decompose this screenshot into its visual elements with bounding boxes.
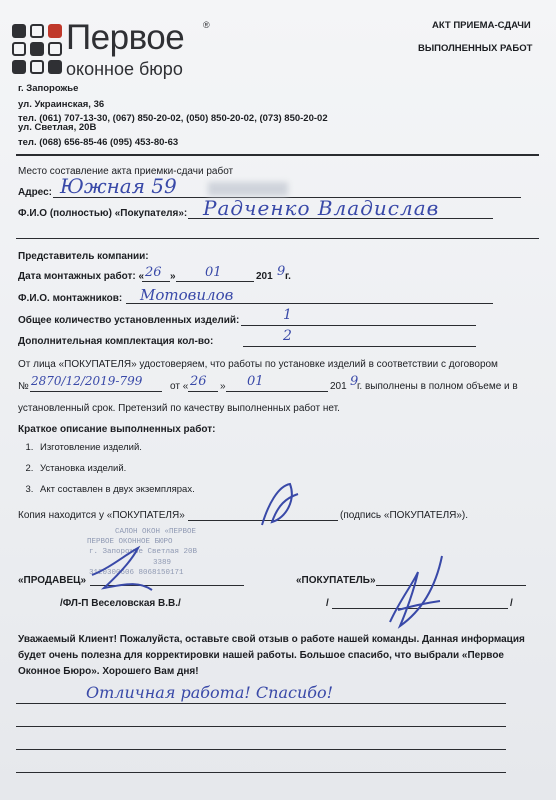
document-title-line1: АКТ ПРИЕМА-СДАЧИ	[432, 20, 531, 31]
brand-subtitle: оконное бюро	[66, 59, 183, 79]
contract-from-label: от «	[170, 381, 189, 392]
buyer-signature	[390, 556, 442, 626]
install-year-digit: 9	[277, 264, 286, 279]
buyer-slash-start: /	[326, 598, 329, 609]
total-items-handwritten: 1	[283, 307, 292, 323]
review-line-1	[16, 703, 506, 704]
contract-tail: г. выполнены в полном объеме и в	[357, 381, 518, 392]
company-stamp: САЛОН ОКОН «ПЕРВОЕ ПЕРВОЕ ОКОННОЕ БЮРО г. Запорожье Светлая 20В 3389 3120300606 8068150171	[87, 528, 198, 577]
buyer-label: «ПОКУПАТЕЛЬ»	[296, 575, 376, 586]
deadline-text: установленный срок. Претензий по качеству выполненных работ нет.	[18, 403, 340, 414]
extra-label: Дополнительная комплектация кол-во:	[18, 336, 214, 347]
review-line-4	[16, 772, 506, 773]
thanks-text-3: Оконное Бюро». Хорошего Вам дня!	[18, 666, 199, 677]
seller-label: «ПРОДАВЕЦ»	[18, 575, 87, 586]
address-handwritten: Южная 59	[60, 174, 177, 198]
install-month: 01	[205, 265, 222, 280]
install-year-suffix: г.	[285, 271, 291, 282]
install-year-prefix: 201	[256, 271, 273, 282]
buyer-slash-end: /	[510, 598, 513, 609]
customer-signature	[262, 484, 298, 525]
company-city: г. Запорожье	[18, 83, 79, 94]
contract-no-handwritten: 2870/12/2019-799	[31, 374, 143, 388]
company-phones-1: тел. (061) 707-13-30, (067) 850-20-02, (050) 850-20-02, (073) 850-20-02	[18, 113, 328, 124]
contract-day-quote: »	[220, 381, 226, 392]
customer-name-handwritten: Радченко Владислав	[203, 196, 440, 220]
review-line-3	[16, 749, 506, 750]
seller-name: /ФЛ-П Веселовская В.В./	[60, 598, 181, 609]
contract-month: 01	[247, 374, 264, 389]
total-items-label: Общее количество установленных изделий:	[18, 315, 240, 326]
company-address-1: ул. Украинская, 36	[18, 99, 105, 110]
install-day: 26	[145, 265, 162, 280]
certify-text: От лица «ПОКУПАТЕЛЯ» удостоверяем, что работы по установке изделий в соответствии с договором	[18, 359, 498, 370]
company-rep-label: Представитель компании:	[18, 251, 149, 262]
company-address-2: ул. Светлая, 20В	[18, 122, 97, 133]
contract-year-digit: 9	[350, 374, 359, 389]
registered-mark: ®	[203, 20, 210, 30]
place-label: Место составление акта приемки-сдачи работ	[18, 166, 234, 177]
address-label: Адрес:	[18, 187, 52, 198]
extra-handwritten: 2	[283, 328, 292, 344]
installers-handwritten: Мотовилов	[140, 286, 234, 304]
review-line-2	[16, 726, 506, 727]
brand-name: Первое	[66, 18, 185, 57]
thanks-text-1: Уважаемый Клиент! Пожалуйста, оставьте свой отзыв о работе нашей команды. Данная информация	[18, 634, 525, 645]
install-day-quote: »	[170, 271, 176, 282]
customer-name-label: Ф.И.О (полностью) «Покупателя»:	[18, 208, 188, 219]
document-title-line2: ВЫПОЛНЕННЫХ РАБОТ	[418, 43, 533, 54]
summary-label: Краткое описание выполненных работ:	[18, 424, 216, 435]
contract-year-prefix: 201	[330, 381, 347, 392]
copy-label: Копия находится у «ПОКУПАТЕЛЯ»	[18, 510, 185, 521]
copy-sign-label: (подпись «ПОКУПАТЕЛЯ»).	[340, 510, 469, 521]
installers-label: Ф.И.О. монтажников:	[18, 293, 123, 304]
list-item: 3. Акт составлен в двух экземплярах.	[36, 484, 195, 505]
review-handwritten: Отличная работа! Спасибо!	[86, 683, 334, 702]
company-phones-2: тел. (068) 656-85-46 (095) 453-80-63	[18, 137, 179, 148]
thanks-text-2: будет очень полезна для корректировки нашей работы. Большое спасибо, что выбрали «Первое	[18, 650, 504, 661]
contract-day: 26	[190, 374, 207, 389]
list-item: 1. Изготовление изделий.	[36, 442, 195, 463]
install-date-label: Дата монтажных работ: «	[18, 271, 145, 282]
seller-signature	[92, 548, 152, 590]
contract-no-label: №	[18, 381, 29, 392]
list-item: 2. Установка изделий.	[36, 463, 195, 484]
